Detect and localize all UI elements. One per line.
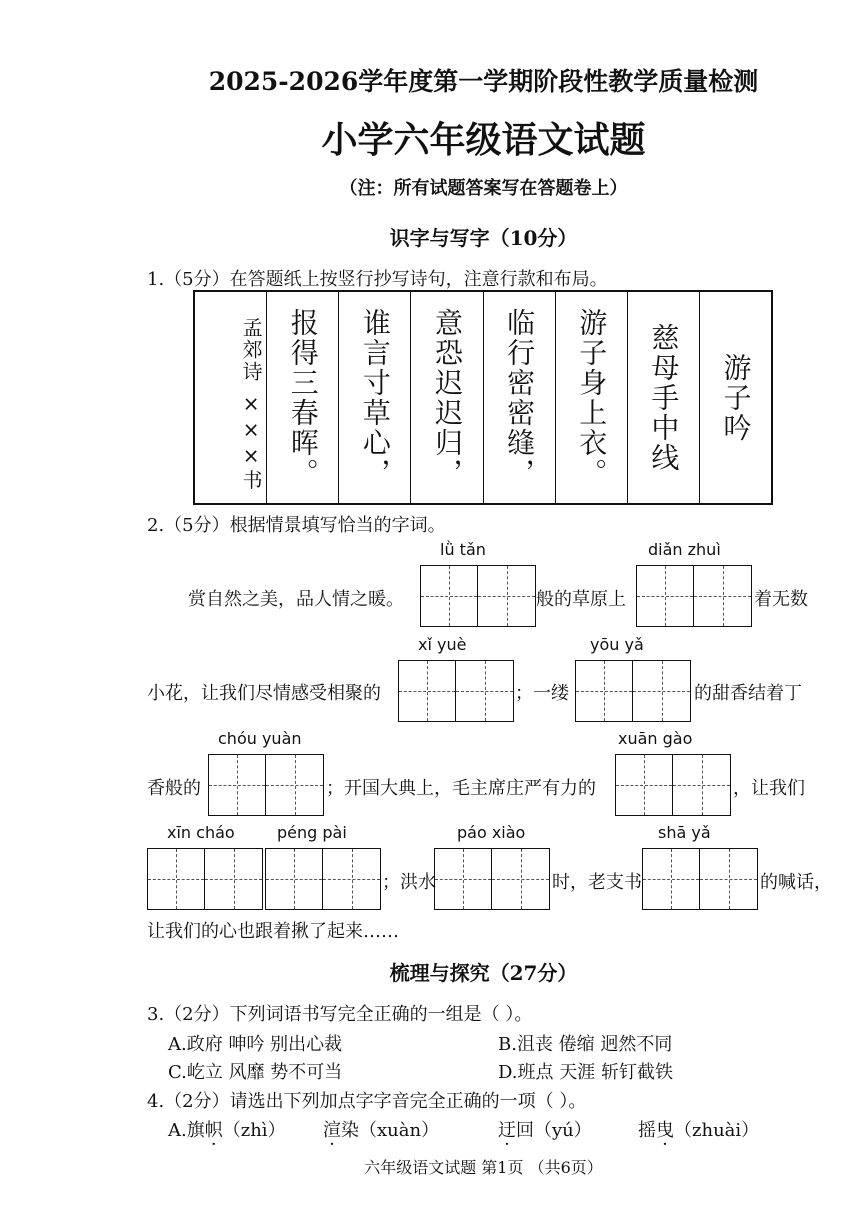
question-3: 3.（2分）下列词语书写完全正确的一组是（ ）。	[147, 1004, 533, 1025]
pinyin-sha-ya: shā yǎ	[658, 823, 711, 842]
q4-option-b-dotted: 渲	[323, 1120, 341, 1141]
q4-option-c	[498, 1116, 592, 1142]
q4-option-b-part2: 染（xuàn）	[341, 1120, 440, 1141]
answer-grid[interactable]	[208, 754, 324, 816]
q2-line3-a: 香般的	[147, 778, 201, 799]
poem-column: 临行密密缝，	[483, 292, 555, 503]
q4-option-a-part1: A.旗	[168, 1120, 205, 1141]
answer-grid[interactable]	[147, 848, 263, 910]
q2-line4-b: 时，老支书	[552, 872, 642, 893]
answer-grid[interactable]	[398, 660, 514, 722]
poem-column-author: 孟郊诗 ×××书	[239, 317, 264, 492]
q3-option-a: A.政府 呻吟 别出心裁	[168, 1034, 343, 1055]
pinyin-lv-tan: lǜ tǎn	[440, 540, 486, 559]
q3-option-b: B.沮丧 倦缩 迥然不同	[498, 1034, 673, 1055]
pinyin-you-ya: yōu yǎ	[590, 635, 644, 654]
q2-line4-c: 的喊话，	[760, 872, 832, 893]
answer-grid[interactable]	[636, 565, 752, 627]
answer-grid[interactable]	[615, 754, 731, 816]
q4-option-a-dotted: 帜	[204, 1120, 223, 1141]
exam-title: 2025-2026学年度第一学期阶段性教学质量检测	[208, 67, 759, 96]
poem-column: 报得三春晖。	[266, 292, 338, 503]
pinyin-xin-chao: xīn cháo	[167, 823, 235, 842]
exam-note: （注：所有试题答案写在答题卷上）	[339, 178, 628, 199]
question-2: 2.（5分）根据情景填写恰当的字词。	[147, 515, 446, 536]
section-title-1: 识字与写字（10分）	[389, 226, 578, 250]
poem-column: 游子吟	[699, 292, 771, 503]
exam-subtitle: 小学六年级语文试题	[321, 119, 646, 161]
answer-grid[interactable]	[575, 660, 691, 722]
q4-option-c-part2: 回（yú）	[516, 1120, 592, 1141]
answer-grid[interactable]	[434, 848, 550, 910]
page-footer: 六年级语文试题 第1页 （共6页）	[364, 1158, 603, 1177]
q4-option-b	[323, 1116, 439, 1142]
q4-option-d-dotted: 曳	[656, 1120, 674, 1141]
q2-line3-b: ；开国大典上，毛主席庄严有力的	[326, 778, 596, 799]
q2-line2-a: 小花，让我们尽情感受相聚的	[147, 683, 381, 704]
q2-line1-a: 赏自然之美，品人情之暖。	[188, 589, 404, 610]
pinyin-dian-zhui: diǎn zhuì	[648, 540, 721, 559]
poem-column: 意恐迟迟归，	[410, 292, 482, 503]
q2-line1-b: 般的草原上	[536, 589, 626, 610]
question-4: 4.（2分）请选出下列加点字字音完全正确的一项（ ）。	[147, 1091, 587, 1112]
pinyin-xi-yue: xǐ yuè	[418, 635, 467, 654]
poem-column: 慈母手中线	[627, 292, 699, 503]
q2-line1-c: 着无数	[754, 589, 808, 610]
q2-line5: 让我们的心也跟着揪了起来……	[147, 921, 399, 942]
answer-grid[interactable]	[642, 848, 758, 910]
q4-option-d-part3: （zhuài）	[674, 1120, 760, 1141]
pinyin-peng-pai: péng pài	[277, 823, 347, 842]
pinyin-pao-xiao: páo xiào	[457, 823, 526, 842]
q4-option-c-dotted: 迂	[498, 1120, 516, 1141]
q4-option-a-part3: （zhì）	[222, 1120, 286, 1141]
q2-line2-c: 的甜香结着丁	[694, 683, 802, 704]
q3-option-d: D.班点 天涯 斩钉截铁	[498, 1062, 673, 1083]
q2-line3-c: ，让我们	[733, 778, 805, 799]
q2-line4-a: ；洪水	[382, 872, 436, 893]
answer-grid[interactable]	[265, 848, 381, 910]
q4-option-a	[168, 1116, 286, 1142]
q3-option-c: C.屹立 风靡 势不可当	[168, 1062, 343, 1083]
poem-column: 谁言寸草心，	[338, 292, 410, 503]
q4-option-d-part1: 摇	[638, 1120, 656, 1141]
pinyin-xuan-gao: xuān gào	[618, 729, 693, 748]
question-1: 1.（5分）在答题纸上按竖行抄写诗句，注意行款和布局。	[147, 269, 608, 290]
poem-column: 游子身上衣。	[555, 292, 627, 503]
section-title-2: 梳理与探究（27分）	[389, 961, 578, 985]
q2-line2-b: ；一缕	[515, 683, 569, 704]
q4-option-d	[638, 1116, 759, 1142]
answer-grid[interactable]	[420, 565, 536, 627]
poem-table	[193, 290, 773, 505]
pinyin-chou-yuan: chóu yuàn	[218, 729, 302, 748]
